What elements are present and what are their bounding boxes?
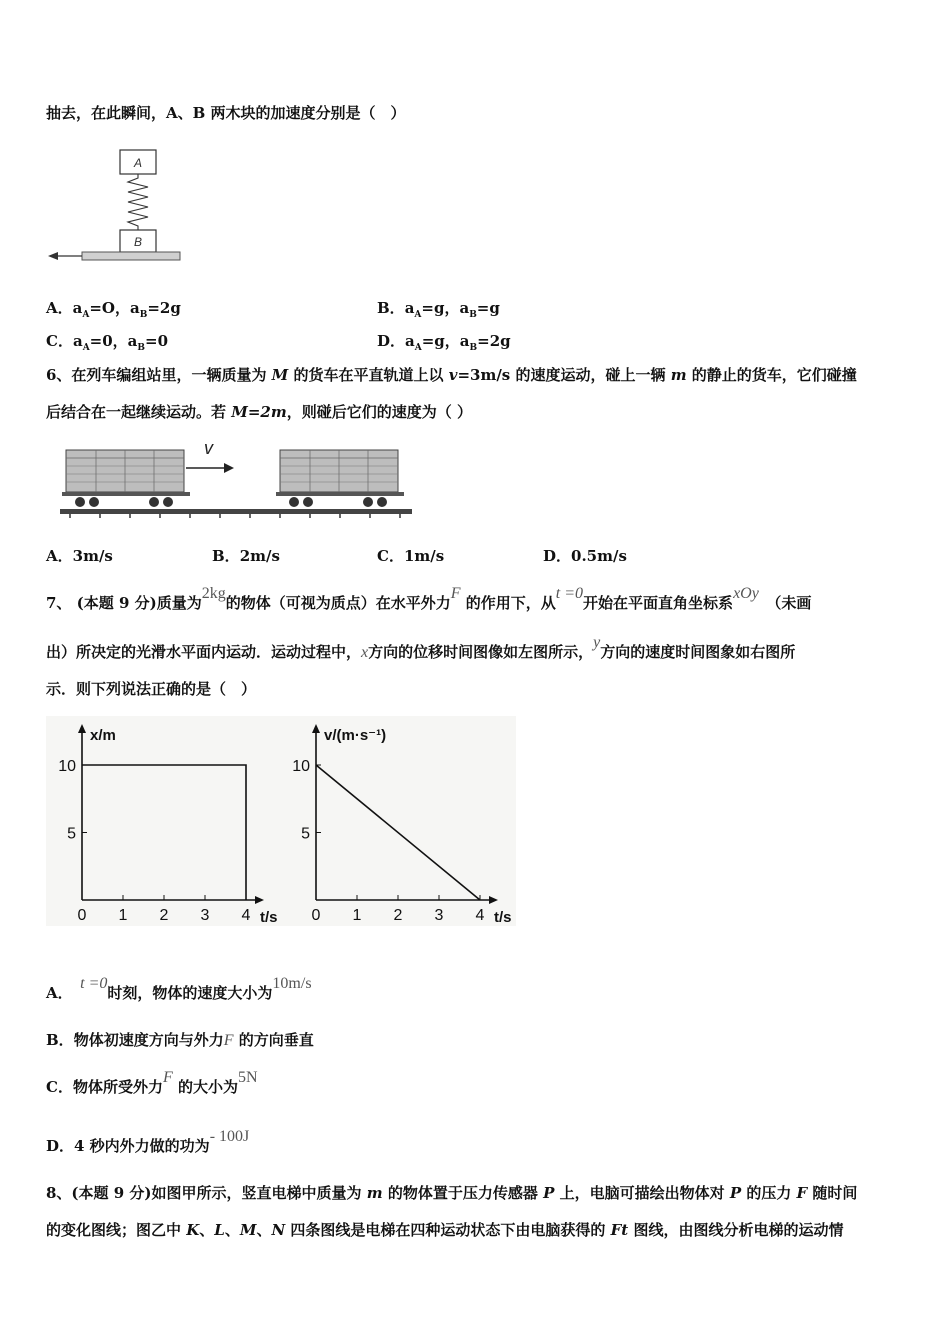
x-axis-label: t/s bbox=[260, 909, 278, 926]
text: 、 bbox=[224, 1221, 240, 1239]
opt-text: =O，a bbox=[89, 299, 140, 317]
var-p: P bbox=[543, 1184, 555, 1202]
text: 8、(本题 9 分)如图甲所示，竖直电梯中质量为 bbox=[46, 1184, 367, 1202]
math-force: F bbox=[450, 585, 461, 602]
option-letter: D． bbox=[377, 332, 406, 350]
opt-sub: B bbox=[469, 343, 478, 353]
math-value: - 100J bbox=[209, 1128, 250, 1145]
chart-v-t bbox=[280, 716, 516, 926]
equation: M=2m bbox=[231, 403, 287, 421]
q6-line-2 bbox=[46, 401, 472, 422]
q6-option-d[interactable] bbox=[543, 545, 627, 566]
option-text: 的大小为 bbox=[177, 1078, 238, 1096]
x-tick-label-2: 2 bbox=[393, 907, 403, 924]
var-f: F bbox=[796, 1184, 808, 1202]
math-value: 5N bbox=[238, 1069, 258, 1086]
pull-arrow-head bbox=[48, 252, 58, 260]
velocity-arrow-head bbox=[224, 463, 234, 473]
q5-option-a[interactable] bbox=[46, 297, 181, 320]
option-letter: C． bbox=[377, 547, 404, 565]
math-y: y bbox=[593, 634, 601, 651]
math-x: x bbox=[361, 644, 369, 661]
text: 方向的速度时间图象如右图所 bbox=[600, 643, 796, 661]
text: ，则碰后它们的速度为（ ） bbox=[286, 403, 472, 421]
rail-ties bbox=[70, 514, 400, 518]
opt-text: a bbox=[72, 332, 83, 350]
option-letter: A． bbox=[46, 547, 73, 565]
var-m-big: M bbox=[271, 366, 289, 384]
q8-line-2 bbox=[46, 1219, 843, 1240]
option-letter: D． bbox=[543, 547, 572, 565]
text: 出）所决定的光滑水平面内运动．运动过程中， bbox=[46, 643, 362, 661]
math-mass: 2kg bbox=[201, 585, 226, 602]
text: 方向的位移时间图像如左图所示， bbox=[368, 643, 594, 661]
opt-sub: A bbox=[414, 343, 422, 353]
block-a-label: A bbox=[133, 156, 143, 170]
text: 的物体（可视为质点）在水平外力 bbox=[225, 594, 451, 612]
y-tick-label-10: 10 bbox=[58, 758, 76, 775]
x-axis-label: t/s bbox=[494, 909, 512, 926]
option-letter: B． bbox=[377, 299, 405, 317]
q6-option-c[interactable] bbox=[377, 545, 444, 566]
opt-sub: B bbox=[139, 310, 148, 320]
option-letter: A． bbox=[46, 984, 66, 1002]
x-tick-label-4: 4 bbox=[241, 907, 251, 924]
text: 、 bbox=[199, 1221, 215, 1239]
text: 四条图线是电梯在四种运动状态下由电脑获得的 bbox=[285, 1221, 611, 1239]
option-text: 2m/s bbox=[239, 547, 280, 565]
opt-text: =0，a bbox=[89, 332, 138, 350]
x-tick-label-2: 2 bbox=[159, 907, 169, 924]
text: =3m/s 的速度运动，碰上一辆 bbox=[457, 366, 671, 384]
right-freight-car bbox=[276, 450, 404, 507]
y-axis-label: x/m bbox=[90, 727, 116, 744]
q6-line-1 bbox=[46, 364, 857, 385]
opt-text: =0 bbox=[145, 332, 169, 350]
option-text: 1m/s bbox=[403, 547, 445, 565]
spring bbox=[128, 174, 148, 230]
text: 的物体置于压力传感器 bbox=[382, 1184, 544, 1202]
text: 随时间 bbox=[807, 1184, 858, 1202]
var-n: N bbox=[271, 1221, 286, 1239]
x-tick-label-3: 3 bbox=[434, 907, 444, 924]
opt-text: a bbox=[404, 299, 415, 317]
text: 的静止的货车，它们碰撞 bbox=[686, 366, 857, 384]
math-xoy: xOy bbox=[733, 585, 759, 602]
q7-line-1 bbox=[46, 585, 812, 613]
option-letter: C． bbox=[46, 1078, 73, 1096]
math-t0: t =0 bbox=[555, 585, 584, 602]
text: 后结合在一起继续运动。若 bbox=[46, 403, 232, 421]
text: 上，电脑可描绘出物体对 bbox=[554, 1184, 730, 1202]
text: 、 bbox=[256, 1221, 272, 1239]
q7-option-b[interactable] bbox=[46, 1029, 314, 1050]
option-letter: D． bbox=[46, 1137, 75, 1155]
rail-track bbox=[60, 509, 412, 514]
board bbox=[82, 252, 180, 260]
math-value: 10m/s bbox=[272, 975, 312, 992]
opt-text: a bbox=[405, 332, 415, 350]
opt-text: =2g bbox=[477, 332, 511, 350]
var-m: m bbox=[670, 366, 687, 384]
q7-option-c[interactable] bbox=[46, 1069, 258, 1097]
opt-sub: A bbox=[82, 343, 90, 353]
option-text: 4 秒内外力做的功为 bbox=[74, 1137, 210, 1155]
q6-option-a[interactable] bbox=[46, 545, 113, 566]
text: （未画 bbox=[773, 594, 812, 612]
q7-option-d[interactable] bbox=[46, 1128, 250, 1156]
opt-text: a bbox=[72, 299, 83, 317]
y-axis-label: v/(m·s⁻¹) bbox=[324, 727, 387, 744]
opt-sub: B bbox=[137, 343, 146, 353]
text: 的货车在平直轨道上以 bbox=[288, 366, 449, 384]
option-text: 3m/s bbox=[72, 547, 113, 565]
q7-line-2 bbox=[46, 634, 796, 662]
q5-option-d[interactable] bbox=[377, 330, 511, 353]
y-tick-label-5: 5 bbox=[301, 825, 310, 843]
text: 6、在列车编组站里，一辆质量为 bbox=[46, 366, 272, 384]
var-m-big: M bbox=[239, 1221, 257, 1239]
x-tick-label-0: 0 bbox=[311, 907, 321, 924]
q7-line-3: 示．则下列说法正确的是（ ） bbox=[46, 680, 257, 698]
opt-text: =g，a bbox=[421, 332, 470, 350]
var-m: m bbox=[366, 1184, 383, 1202]
var-ft: Ft bbox=[610, 1221, 629, 1239]
var-v: v bbox=[448, 366, 458, 384]
option-text: 物体初速度方向与外力 bbox=[73, 1031, 224, 1049]
var-k: K bbox=[186, 1221, 200, 1239]
text: 7、 (本题 9 分)质量为 bbox=[46, 594, 202, 612]
y-tick-label-10: 10 bbox=[292, 758, 310, 775]
option-letter: C． bbox=[46, 332, 73, 350]
text: 图线，由图线分析电梯的运动情 bbox=[628, 1221, 844, 1239]
q8-line-1 bbox=[46, 1182, 857, 1203]
option-text: 0.5m/s bbox=[571, 547, 627, 565]
train-cars-figure bbox=[58, 436, 416, 520]
var-l: L bbox=[214, 1221, 225, 1239]
option-text: 的方向垂直 bbox=[238, 1031, 314, 1049]
option-text: 物体所受外力 bbox=[72, 1078, 163, 1096]
x-tick-label-4: 4 bbox=[475, 907, 485, 924]
math-force: F bbox=[223, 1032, 234, 1049]
velocity-label: v bbox=[204, 438, 213, 458]
opt-sub: B bbox=[469, 310, 477, 320]
opt-sub: A bbox=[414, 310, 422, 320]
q5-option-b[interactable] bbox=[377, 297, 500, 320]
text: 开始在平面直角坐标系 bbox=[583, 594, 734, 612]
x-tick-label-1: 1 bbox=[118, 907, 128, 924]
option-letter: B． bbox=[46, 1031, 74, 1049]
text: 的压力 bbox=[741, 1184, 797, 1202]
option-letter: B． bbox=[212, 547, 240, 565]
option-letter: A． bbox=[46, 299, 73, 317]
opt-sub: A bbox=[82, 310, 90, 320]
q6-option-b[interactable] bbox=[212, 545, 280, 566]
x-tick-label-0: 0 bbox=[77, 907, 87, 924]
option-text: 时刻，物体的速度大小为 bbox=[107, 984, 273, 1002]
opt-text: =g bbox=[476, 299, 500, 317]
q5-stem-tail: 抽去，在此瞬间，A、B 两木块的加速度分别是（ ） bbox=[46, 104, 406, 122]
opt-text: =2g bbox=[147, 299, 181, 317]
x-tick-label-1: 1 bbox=[352, 907, 362, 924]
x-tick-label-3: 3 bbox=[200, 907, 210, 924]
math-t0: t =0 bbox=[80, 975, 108, 992]
opt-text: =g，a bbox=[421, 299, 470, 317]
math-force: F bbox=[162, 1069, 173, 1086]
text: 的变化图线；图乙中 bbox=[46, 1221, 187, 1239]
left-freight-car bbox=[62, 450, 190, 507]
spring-block-figure bbox=[44, 140, 189, 266]
chart-x-t bbox=[46, 716, 282, 926]
text: 的作用下，从 bbox=[465, 594, 556, 612]
q7-option-a[interactable] bbox=[46, 975, 312, 1003]
y-tick-label-5: 5 bbox=[67, 825, 76, 843]
block-b-label: B bbox=[133, 235, 143, 249]
var-p: P bbox=[729, 1184, 742, 1202]
q5-option-c[interactable] bbox=[46, 330, 168, 353]
